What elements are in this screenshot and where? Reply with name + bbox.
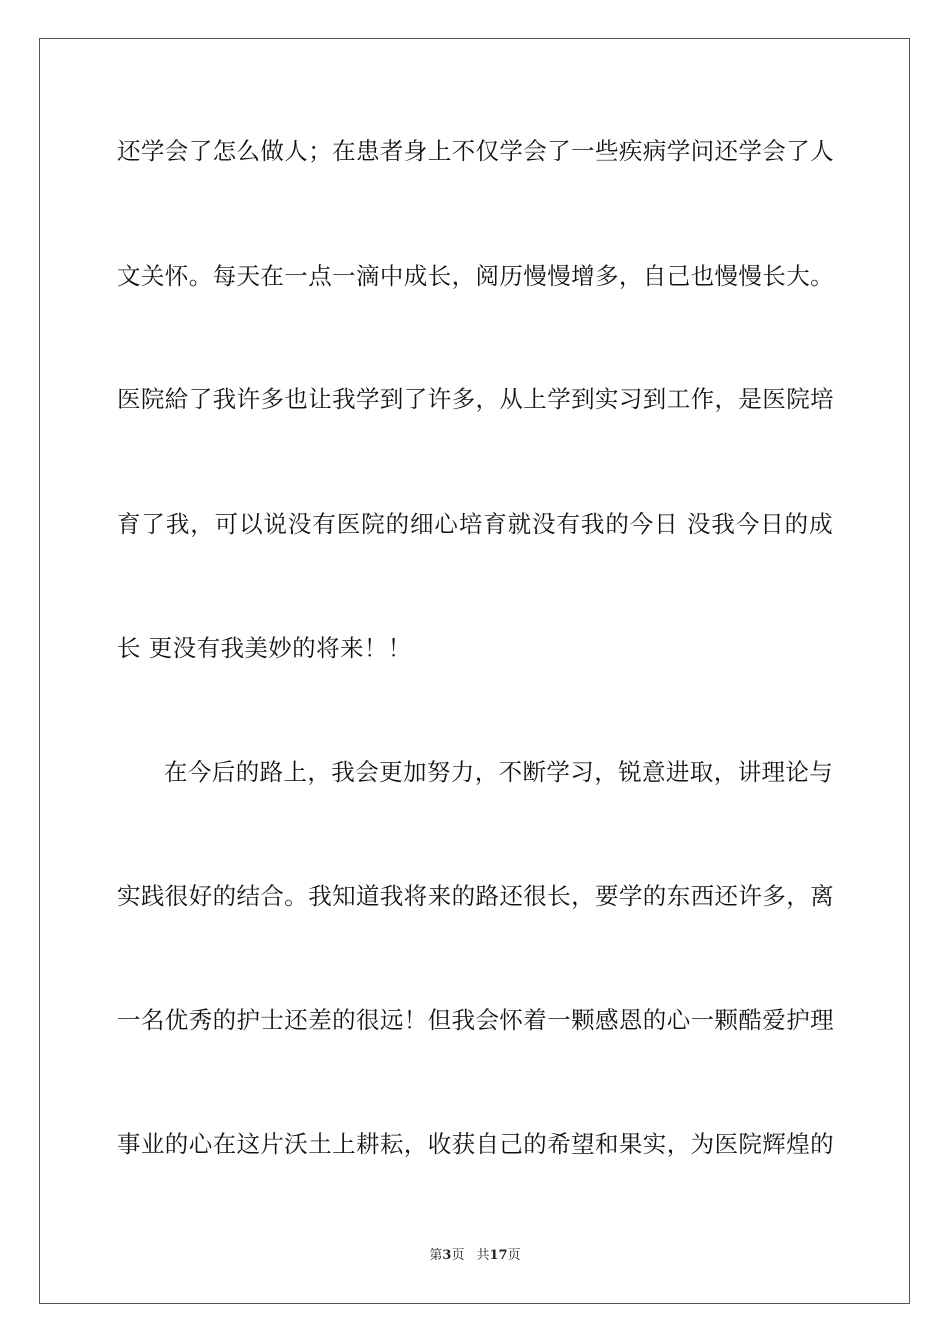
text-line-2: 文关怀。每天在一点一滴中成长，阅历慢慢增多，自己也慢慢长大。 bbox=[117, 262, 834, 290]
page-prefix: 第 bbox=[429, 1248, 443, 1263]
text-line-1: 还学会了怎么做人；在患者身上不仅学会了一些疾病学问还学会了人 bbox=[117, 137, 834, 165]
page-number: 3 bbox=[442, 1248, 452, 1263]
text-line-8: 一名优秀的护士还差的很远！但我会怀着一颗感恩的心一颗酷爱护理 bbox=[117, 1006, 834, 1034]
text-line-6: 在今后的路上，我会更加努力，不断学习，锐意进取，讲理论与 bbox=[164, 758, 834, 786]
page-suffix: 页 bbox=[451, 1248, 465, 1263]
text-line-5: 长 更没有我美妙的将来！！ bbox=[117, 634, 412, 662]
page-footer bbox=[0, 1248, 950, 1264]
total-suffix: 页 bbox=[507, 1248, 521, 1263]
page-border bbox=[39, 38, 910, 1304]
total-prefix: 共 bbox=[476, 1248, 490, 1263]
text-line-3: 医院給了我许多也让我学到了许多，从上学到实习到工作，是医院培 bbox=[117, 385, 834, 413]
text-line-4: 育了我，可以说没有医院的细心培育就没有我的今日 没我今日的成 bbox=[117, 510, 833, 538]
text-line-9: 事业的心在这片沃土上耕耘，收获自己的希望和果实，为医院辉煌的 bbox=[117, 1130, 834, 1158]
total-pages: 17 bbox=[489, 1248, 508, 1263]
text-line-7: 实践很好的结合。我知道我将来的路还很长，要学的东西还许多，离 bbox=[117, 882, 834, 910]
